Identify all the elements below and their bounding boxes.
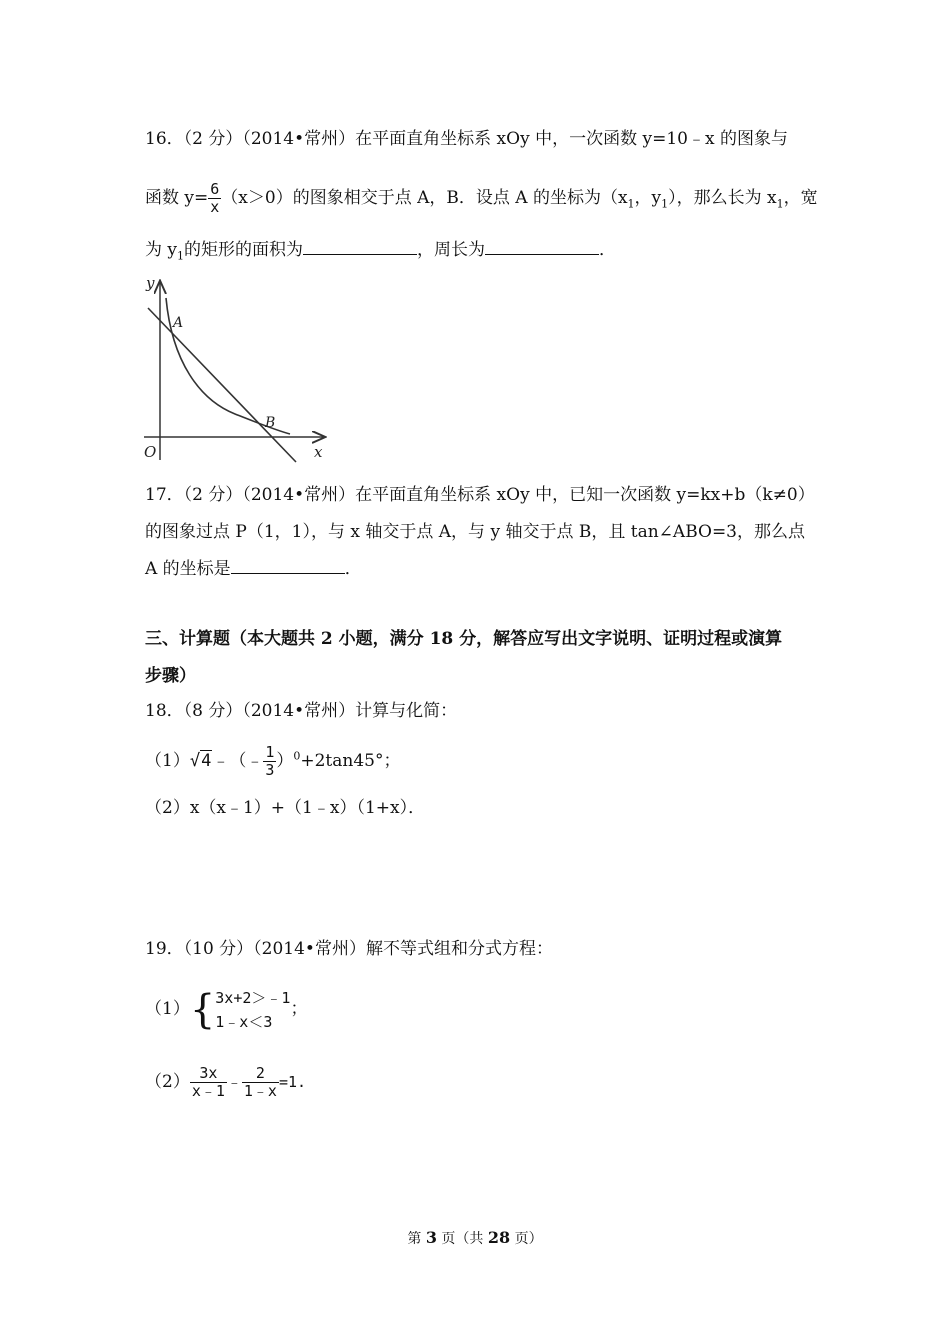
q17-l3a: A 的坐标是 — [145, 559, 231, 579]
q19-part2 — [145, 1062, 306, 1102]
q19-fraction1 — [190, 1065, 227, 1100]
q18-p1b: ﹣（﹣ — [212, 751, 264, 771]
q17-line3 — [145, 557, 362, 581]
q16-sub-x1: 1 — [627, 197, 635, 211]
q16-line3 — [145, 238, 616, 268]
q19-minus: ﹣ — [226, 1073, 242, 1091]
q18-p1a: （1） — [145, 751, 190, 771]
q18-exponent: 0 — [293, 749, 301, 763]
q16-frac-num: 6 — [210, 180, 220, 198]
q16-area-blank[interactable] — [303, 238, 417, 255]
q19-part1 — [145, 984, 307, 1034]
q18-frac-num: 1 — [265, 743, 275, 761]
q16-l3d: ． — [599, 240, 617, 260]
q19-system — [215, 986, 290, 1034]
graph-label-a: A — [173, 315, 184, 331]
q16-sub-x1b: 1 — [776, 197, 784, 211]
q19-frac2-num: 2 — [242, 1065, 279, 1083]
section3-heading-line1: 三、计算题（本大题共 2 小题，满分 18 分，解答应写出文字说明、证明过程或演算 — [145, 629, 783, 649]
q16-l3a: 为 y — [145, 240, 178, 260]
q16-sub-y1: 1 — [661, 197, 669, 211]
sqrt-symbol: √4 — [189, 751, 212, 771]
q18-frac-den: 3 — [265, 761, 275, 779]
q19-system-row2: 1﹣x＜3 — [215, 1012, 273, 1031]
page-footer — [0, 1228, 950, 1248]
left-brace-icon: { — [189, 986, 216, 1033]
footer-a: 第 — [407, 1231, 426, 1247]
q16-perimeter-blank[interactable] — [485, 238, 599, 255]
q19-p2a: （2） — [145, 1072, 190, 1092]
q18-p1d: +2tan45°； — [300, 751, 401, 771]
q18-title: 18．（8 分）（2014•常州）计算与化简： — [145, 701, 458, 721]
q16-frac-den: x — [210, 198, 220, 216]
q17-line1: 17．（2 分）（2014•常州）在平面直角坐标系 xOy 中，已知一次函数 y=kx+b（k≠0） — [145, 485, 815, 505]
q19-frac1-num: 3x — [190, 1065, 227, 1083]
hyperbola-curve — [166, 298, 290, 434]
q19-p1b: ； — [290, 999, 308, 1019]
graph-label-x: x — [314, 443, 323, 461]
graph-label-b: B — [265, 415, 276, 431]
q19-title: 19．（10 分）（2014•常州）解不等式组和分式方程： — [145, 939, 553, 959]
q18-part2: （2）x（x﹣1）+（1﹣x）（1+x）． — [145, 798, 426, 818]
graph-label-o: O — [144, 443, 157, 461]
q19-p2b: =1. — [278, 1073, 307, 1091]
q19-frac1-den: x﹣1 — [191, 1082, 225, 1100]
q16-l2c: ，y — [634, 188, 662, 208]
footer-page-number: 3 — [425, 1228, 437, 1247]
q16-l2e: ，宽 — [783, 188, 818, 208]
section3-heading-line2: 步骤） — [145, 666, 196, 686]
footer-b: 页（共 — [436, 1231, 488, 1247]
q18-fraction — [263, 744, 276, 779]
q16-line1: 16．（2 分）（2014•常州）在平面直角坐标系 xOy 中，一次函数 y=10﹣x 的图象与 — [145, 129, 788, 149]
q16-line2 — [145, 181, 818, 216]
q16-sub-y1b: 1 — [177, 249, 185, 263]
q16-l3c: ，周长为 — [417, 240, 486, 260]
q16-l2a: 函数 y= — [145, 188, 209, 208]
q19-frac2-den: 1﹣x — [243, 1082, 277, 1100]
q17-line2: 的图象过点 P（1，1），与 x 轴交于点 A，与 y 轴交于点 B，且 tan∠ABO=3，那么点 — [145, 522, 806, 542]
linear-function-line — [148, 308, 296, 462]
q18-radicand: 4 — [201, 751, 212, 771]
q17-l3b: ． — [344, 559, 362, 579]
q18-part1 — [145, 744, 400, 779]
q18-p1c: ） — [276, 751, 294, 771]
footer-total-pages: 28 — [487, 1228, 511, 1247]
q17-answer-blank[interactable] — [231, 557, 345, 574]
footer-c: 页） — [510, 1231, 543, 1247]
q19-fraction2 — [242, 1065, 279, 1100]
q16-fraction — [208, 181, 221, 216]
graph-label-y: y — [146, 274, 155, 292]
q16-graph — [140, 272, 330, 464]
q19-p1a: （1） — [145, 999, 190, 1019]
q16-l2d: ），那么长为 x — [668, 188, 777, 208]
q19-system-row1: 3x+2＞﹣1 — [215, 988, 291, 1007]
q16-l2b: （x＞0）的图象相交于点 A，B．设点 A 的坐标为（x — [221, 188, 628, 208]
q16-l3b: 的矩形的面积为 — [184, 240, 304, 260]
